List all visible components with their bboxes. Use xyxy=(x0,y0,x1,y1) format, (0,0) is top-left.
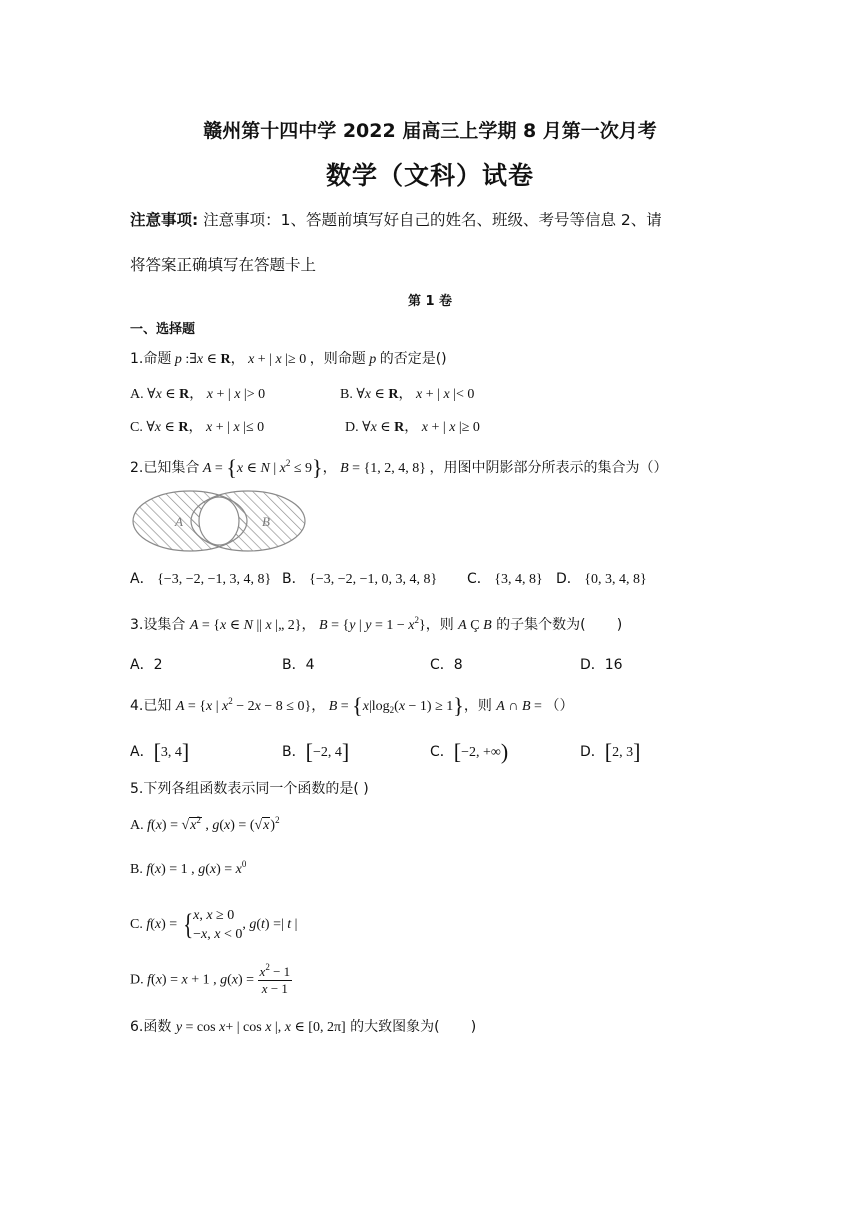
venn-diagram xyxy=(130,488,310,554)
q1-prefix: 1.命题 xyxy=(130,351,172,367)
question-1: 1.命题 p :∃x ∈ R， x + | x |≥ 0 ，则命题 p 的否定是() xyxy=(130,351,447,367)
q2-option-b: B． {−3, −2, −1, 0, 3, 4, 8} xyxy=(282,571,438,587)
q3-option-d: D．16 xyxy=(580,657,623,673)
q1-option-b: B. ∀x ∈ R， x + | x |< 0 xyxy=(340,386,475,402)
q1-end: 的否定是() xyxy=(379,351,447,367)
question-2: 2.已知集合 A = {x ∈ N | $x^2 \le 9$}， B = {1, 2, 4, 8} ，用图中阴影部分所表示的集合为（） xyxy=(130,455,668,480)
q1-var-p: p xyxy=(174,352,182,367)
q3-option-b: B．4 xyxy=(282,657,315,673)
volume-heading: 第 1 卷 xyxy=(407,294,453,309)
question-3: 3.设集合 A = {x ∈ N || x |„ 2}， B = {y | $y = 1 - x^2$}，则 A Ç B 的子集个数为( ) xyxy=(130,615,623,633)
exam-subtitle: 数学（文科）试卷 xyxy=(325,161,534,190)
q2-set-a: A = {x ∈ N | $x^2 \le 9$} xyxy=(202,455,323,480)
q4-option-a: A．[3, 4] xyxy=(130,739,190,764)
q2-option-c: C． {3, 4, 8} xyxy=(467,571,543,587)
q5-option-a: A. $f(x) = √x^2$ , $g(x) = (√x)^2$ xyxy=(130,815,280,833)
venn-intersection xyxy=(199,497,239,545)
notice-line-2: 将答案正确填写在答题卡上 xyxy=(130,256,317,274)
q4-option-d: D．[2, 3] xyxy=(580,739,641,764)
q2-prefix: 2.已知集合 xyxy=(130,460,200,476)
q1-option-d: D. ∀x ∈ R， x + | x |≥ 0 xyxy=(345,419,480,435)
exam-title: 赣州第十四中学 2022 届高三上学期 8 月第一次月考 xyxy=(203,120,657,142)
part-heading: 一、选择题 xyxy=(130,322,196,337)
q1-suffix: ，则命题 xyxy=(309,351,366,367)
notice-line-1 xyxy=(130,208,662,230)
q3-option-c: C．8 xyxy=(430,657,463,673)
q1-proposition: p :∃x ∈ R xyxy=(174,352,231,367)
q2-option-d: D． {0, 3, 4, 8} xyxy=(556,571,647,587)
q2-set-b: B = {1, 2, 4, 8} xyxy=(340,461,427,476)
q5-option-b: B. f(x) = 1 , $g(x) = x^0$ xyxy=(130,859,247,877)
venn-label-a: A xyxy=(175,514,183,529)
question-4: 4.已知 A = {x | $x^2 - 2x - 8 \le 0$}， $B = \{x|\log_2(x - 1) \ge 1\}$，则 A ∩ B = （） xyxy=(130,693,574,718)
q1-option-c: C. ∀x ∈ R， x + | x |≤ 0 xyxy=(130,419,265,435)
q2-suffix: ，用图中阴影部分所表示的集合为（） xyxy=(429,460,668,476)
q1-option-a: A. ∀x ∈ R， x + | x |> 0 xyxy=(130,386,266,402)
q3-option-a: A．2 xyxy=(130,657,163,673)
question-5: 5.下列各组函数表示同一个函数的是( ) xyxy=(130,781,369,797)
q2-option-a: A． {−3, −2, −1, 3, 4, 8} xyxy=(130,571,272,587)
question-6: 6.函数 y = cos x+ | cos x |, x ∈ [0, 2π] 的大致图象为( ) xyxy=(130,1019,477,1035)
notice-label: 注意事项: xyxy=(130,211,199,229)
q4-option-b: B．[−2, 4] xyxy=(282,739,350,764)
q5-option-c: C. f(x) = { x, x ≥ 0 −x, x < 0 , g(t) =| t | xyxy=(130,908,298,942)
notice-text: 注意事项：1、答题前填写好自己的姓名、班级、考号等信息 2、请 xyxy=(203,211,662,229)
q5-option-d: D. f(x) = x + 1 , g(x) = $\frac{x^2 - 1}{x - 1}$ xyxy=(130,962,291,996)
q1-condition: x + | x |≥ 0 xyxy=(248,352,307,367)
q4-option-c: C．[−2, +∞) xyxy=(430,739,509,764)
venn-label-b: B xyxy=(262,514,270,529)
